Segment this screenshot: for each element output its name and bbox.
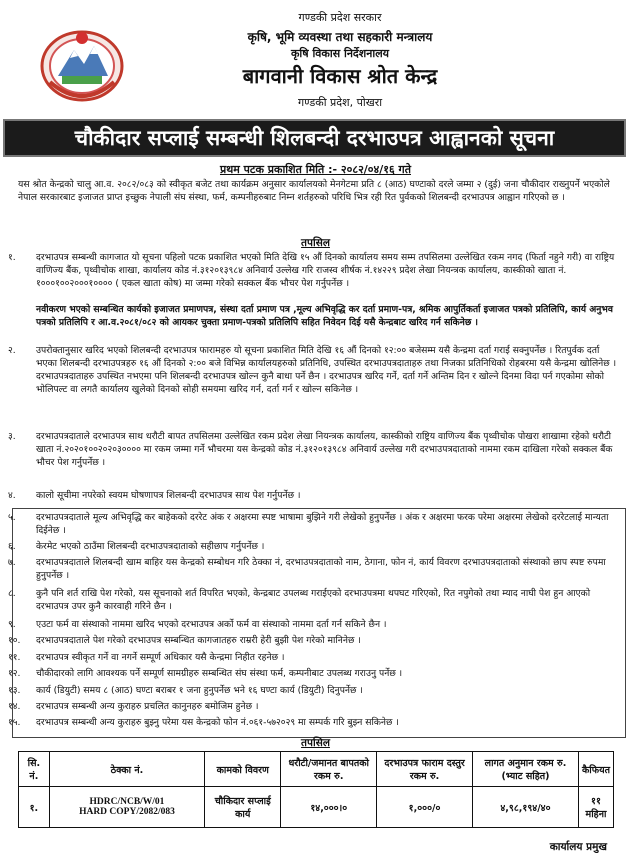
item-number: १४. <box>8 701 21 712</box>
item-number: ७. <box>8 557 16 568</box>
section-heading: तपसिल <box>301 237 330 249</box>
item-text: दरभाउपत्र सम्बन्धी अन्य कुराहरु बुझ्नु परेमा यस केन्द्रको फोन नं.०६१-५७२०२९ मा सम्पर्क गरि बुझ्न सकिनेछ । <box>36 717 399 728</box>
item-text: दरभाउपत्र स्वीकृत गर्ने वा नगर्ने सम्पूर्ण अधिकार यसै केन्द्रमा निहीत रहनेछ । <box>36 652 285 663</box>
item-number: ३. <box>8 431 16 442</box>
item-text: दरभाउपत्र सम्बन्धी अन्य कुराहरु प्रचलित कानुनहरु बमोजिम हुनेछ । <box>36 701 259 712</box>
ministry-name: कृषि, भूमि व्यवस्था तथा सहकारी मन्त्रालय <box>247 30 433 44</box>
intro-paragraph: यस श्रोत केन्द्रको चालु आ.व. २०८२/०८३ को स्वीकृत बजेट तथा कार्यक्रम अनुसार कार्यालयको मेनगेटमा प्रति ८ (आठ) घण्टाको दरले जम्मा २ (दुई) जना चौकीदार राख्नुपर्ने भएकोले नेपाल सरकारबाट इजाजत प्राप्त इच्छुक नेपाली संघ संस्था, फर्म, कम्पनीहरुबाट निम्न शर्तहरुको परिधि भित्र रही रित पुर्वकको शिलबन्दी दरभाउपत्र आह्वान गरिएको छ । <box>18 179 610 203</box>
cell-work: चौकिदार सप्लाई कार्य <box>205 787 281 828</box>
item-text: दरभाउपत्रदाताले मूल्य अभिवृद्धि कर बाहेकको दररेट अंक र अक्षरमा स्पष्ट भाषामा बुझिने गरी लेखेको हुनुपर्नेछ । अंक र अक्षरमा फरक परेमा अक्षरमा लेखेको दररेटलाई मान्यता दिईनेछ । <box>36 512 609 536</box>
table-row <box>19 787 614 828</box>
item-number: १३. <box>8 685 21 696</box>
item-number: १२. <box>8 668 21 679</box>
item-number: १५. <box>8 717 21 728</box>
list-item <box>8 667 618 680</box>
cell-fee: १,०००/० <box>377 787 473 828</box>
notice-title-banner: चौकीदार सप्लाई सम्बन्धी शिलबन्दी दरभाउपत्र आह्वानको सूचना <box>3 119 626 157</box>
cell-estimate: ४,९८,१९४/४० <box>472 787 578 828</box>
signature-label: कार्यालय प्रमुख <box>549 841 607 853</box>
list-item <box>8 684 618 697</box>
contract-line-2: HARD COPY/2082/083 <box>79 807 175 817</box>
list-item <box>8 618 618 631</box>
item-number: १०. <box>8 635 21 646</box>
table-header-row <box>19 752 614 787</box>
item-number: २. <box>8 345 16 356</box>
office-address: गण्डकी प्रदेश, पोखरा <box>297 96 383 109</box>
office-name: बागवानी विकास श्रोत केन्द्र <box>242 64 438 88</box>
item-text: उपरोक्तानुसार खरिद भएको शिलबन्दी दरभाउपत्र फारामहरु यो सूचना प्रकाशित मिति देखि १६ औं दिनको १२:०० बजेसम्म यसै केन्द्रमा दर्ता गराई सक्नुपर्नेछ । रितपुर्वक दर्ता भएका शिलबन्दी दरभाउपत्रहरु १६ औं दिनको २:०० बजे विभिन्न कार्यालयहरुको प्रतिनिधि, उपस्थित दरभाउपत्रदाताहरु तथा निजका प्रतिनिधिको रोहबरमा यसै केन्द्रमा खोलिनेछ । दरभाउपत्रदाताहरु उपस्थित नभएमा पनि शिलबन्दी दरभाउपत्र खोल्न कुनै बाधा पर्ने छैन । दरभाउपत्र खरिद गर्ने, दर्ता गर्ने अन्तिम दिन र खोल्ने दिनमा विदा पर्न गएकोमा सोको भोलिपल्ट वा लगतै कार्यालय खुलेको दिनको सोही समयमा खरिद गर्न, दर्ता गर्न र खोल्न सकिनेछ । <box>36 345 617 395</box>
item-text: चौकीदारको लागि आवश्यक पर्ने सम्पूर्ण सामग्रीहरु सम्बन्धित संघ संस्था फर्म, कम्पनीबाट उपलब्ध गराउनु पर्नेछ । <box>36 668 403 679</box>
cell-deposit: १४,०००।० <box>281 787 377 828</box>
cell-remarks: ११ महिना <box>578 787 613 828</box>
list-item <box>8 303 618 329</box>
item-number: ९. <box>8 619 16 630</box>
province-government: गण्डकी प्रदेश सरकार <box>298 11 382 24</box>
item-number: १. <box>8 252 16 263</box>
item-number: ८. <box>8 588 16 599</box>
item-text: नवीकरण भएको सम्बन्धित कार्यको इजाजत प्रमाणपत्र, संस्था दर्ता प्रमाण पत्र ,मूल्य अभिवृद्धि कर दर्ता प्रमाण-पत्र, श्रमिक आपुर्तिकर्ता इजाजत पत्रको प्रतिलिपि, कार्य अनुभव पत्रको प्रतिलिपि र आ.व.२०८१/०८२ को आयकर चुक्ता प्रमाण-पत्रको प्रतिलिपि सहित निवेदन दिई यसै केन्द्रबाट खरिद गर्न सकिनेछ । <box>36 304 613 328</box>
list-item <box>8 540 618 553</box>
contract-line-1: HDRC/NCB/W/01 <box>89 797 165 807</box>
item-number: ५. <box>8 512 16 523</box>
list-item <box>8 651 618 664</box>
section-heading-2: तपसिल <box>301 737 330 749</box>
col-remarks: कैफियत <box>578 752 613 787</box>
col-fee: दरभाउपत्र फाराम दस्तुर रकम रु. <box>377 752 473 787</box>
col-estimate: लागत अनुमान रकम रु.(भ्याट सहित) <box>472 752 578 787</box>
col-work: कामको विवरण <box>205 752 281 787</box>
list-item <box>8 700 618 713</box>
item-text: कुनै पनि शर्त राखि पेश गरेको, यस सूचनाको शर्त विपरित भएको, केन्द्रबाट उपलब्ध गराईएको दरभाउपत्रमा थपघट गरिएको, रित नपुगेको तथा म्याद नाघी पेश हुन आएको दरभाउपत्र उपर कुनै कारवाही गरिने छैन । <box>36 588 591 612</box>
cell-contract-no <box>49 787 204 828</box>
list-item <box>8 511 618 537</box>
list-item <box>8 556 618 582</box>
item-text: दरभाउपत्र सम्बन्धी कागजात यो सूचना पहिलो पटक प्रकाशित भएको मिति देखि १५ औं दिनको कार्यालय समय सम्म तपसिलमा उल्लेखित रकम नगद (फिर्ता नहुने गरी) वा राष्ट्रिय वाणिज्य बैंक, पृथ्वीचोक शाखा, कार्यालय कोड नं.३१२०१३९८४ अनिवार्य उल्लेख गरि राजस्व शीर्षक नं.१४२२९ प्रदेश लेखा नियन्त्रक कार्यालय, कास्कीको खाता नं. १०००१००२०००१०००० ( एकल खाता कोष) मा जम्मा गरेको सक्कल बैंक भौचर पेश गर्नुपर्नेछ । <box>36 252 615 289</box>
list-item <box>8 716 618 729</box>
list-item <box>8 251 618 290</box>
col-deposit: धरौटी/जमानत बापतको रकम रु. <box>281 752 377 787</box>
list-item <box>8 489 618 502</box>
item-number: ११. <box>8 652 21 663</box>
item-text: दरभाउपत्रदाताले पेश गरेको दरभाउपत्र सम्बन्धित कागजातहरु राम्ररी हेरी बुझी पेश गरेको मानिनेछ । <box>36 635 361 646</box>
item-number: ४. <box>8 490 16 501</box>
list-item <box>8 587 618 613</box>
item-text: एउटा फर्म वा संस्थाको नाममा खरिद भएको दरभाउपत्र अर्को फर्म वा संस्थाको नाममा दर्ता गर्न सकिने छैन । <box>36 619 387 630</box>
col-contract-no: ठेक्का नं. <box>49 752 204 787</box>
government-emblem-icon <box>36 24 128 104</box>
publish-date: प्रथम पटक प्रकाशित मिति :- २०८२/०४/१६ गते <box>219 163 411 176</box>
contract-table <box>18 751 614 828</box>
item-number: ६. <box>8 541 16 552</box>
directorate-name: कृषि विकास निर्देशनालय <box>290 47 390 60</box>
item-text: दरभाउपत्रदाताले शिलबन्दी खाम बाहिर यस केन्द्रको सम्बोधन गरि ठेक्का नं, दरभाउपत्रदाताको नाम, ठेगाना, फोन नं, कार्य विवरण दरभाउपत्रदाताको संस्थाको छाप स्पष्ट रुपमा हुनुपर्नेछ । <box>36 557 606 581</box>
item-text: कालो सूचीमा नपरेको स्वयम घोषणापत्र शिलबन्दी दरभाउपत्र साथ पेश गर्नुपर्नेछ । <box>36 490 301 501</box>
item-text: कार्य (डियुटी) समय ८ (आठ) घण्टा बराबर १ जना हुनुपर्नेछ भने १६ घण्टा कार्य (डियुटी) दिनुपर्नेछ । <box>36 685 363 696</box>
list-item <box>8 634 618 647</box>
col-sn: सि. नं. <box>19 752 50 787</box>
item-text: दरभाउपत्रदाताले दरभाउपत्र साथ धरौटी बापत तपसिलमा उल्लेखित रकम प्रदेश लेखा नियन्त्रक कार्यालय, कास्कीको राष्ट्रिय वाणिज्य बैंक पृथ्वीचोक पोखरा शाखामा रहेको धरौटी खाता नं.२०२०१००२०२०३०००० मा रकम जम्मा गर्ने भौचरमा यस केन्द्रको कोड नं.३१२०१३९८४ अनिवार्य उल्लेख गरी दरभाउपत्रदाताको नाममा रकम दाखिला गरेको सक्कल बैंक भौचर पेश गर्नुपर्नेछ । <box>36 431 613 468</box>
letterhead <box>0 0 631 118</box>
item-text: केरमेट भएको ठाउँमा शिलबन्दी दरभाउपत्रदाताको सहीछाप गर्नुपर्नेछ । <box>36 541 265 552</box>
list-item <box>8 344 618 396</box>
cell-sn: १. <box>19 787 50 828</box>
list-item <box>8 430 618 469</box>
